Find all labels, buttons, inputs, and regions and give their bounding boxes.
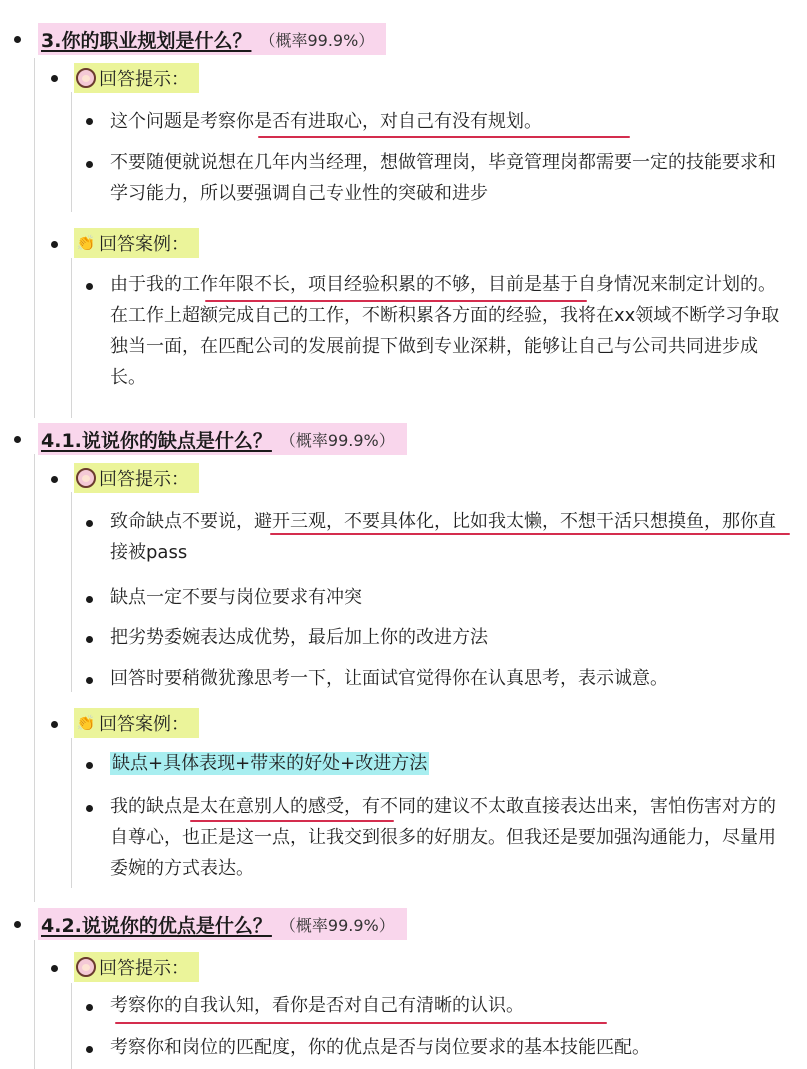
- bullet: [86, 596, 93, 603]
- section-heading: [38, 908, 407, 940]
- outline-guide: [71, 258, 72, 418]
- outline-guide: [71, 492, 72, 692]
- bullet: [86, 762, 93, 769]
- section-heading: [38, 423, 407, 455]
- section-probability: （概率99.9%）: [259, 30, 375, 50]
- tips-label-text: 回答提示：: [99, 469, 189, 490]
- bullet: [86, 118, 93, 125]
- bullet: [86, 520, 93, 527]
- outline-guide: [71, 92, 72, 212]
- section-title: 3.你的职业规划是什么？: [41, 29, 252, 52]
- woman-face-icon: [76, 68, 96, 88]
- tip-item: 致命缺点不要说，避开三观，不要具体化，比如我太懒，不想干活只想摸鱼，那你直接被pass: [110, 511, 776, 563]
- emphasis-underline: [205, 300, 587, 302]
- bullet: [86, 805, 93, 812]
- bullet: [86, 1004, 93, 1011]
- example-label-text: 回答案例：: [99, 234, 189, 255]
- bullet: [51, 75, 58, 82]
- tip-item: 把劣势委婉表达成优势，最后加上你的改进方法: [110, 627, 488, 648]
- tip-item: 考察你的自我认知，看你是否对自己有清晰的认识。: [110, 995, 524, 1016]
- tip-item: 考察你和岗位的匹配度，你的优点是否与岗位要求的基本技能匹配。: [110, 1037, 650, 1058]
- emphasis-underline: [270, 533, 790, 535]
- outline-guide: [71, 738, 72, 888]
- emphasis-underline: [258, 136, 630, 138]
- outline-guide: [34, 940, 35, 1069]
- bullet: [86, 283, 93, 290]
- emphasis-underline: [115, 1022, 607, 1024]
- formula-highlight: 缺点+具体表现+带来的好处+改进方法: [112, 753, 428, 774]
- bullet: [51, 476, 58, 483]
- tips-label-text: 回答提示：: [99, 69, 189, 90]
- bullet: [14, 921, 21, 928]
- tip-item: 回答时要稍微犹豫思考一下，让面试官觉得你在认真思考，表示诚意。: [110, 668, 668, 689]
- example-label: [74, 708, 199, 738]
- section-title: 4.2.说说你的优点是什么？: [41, 914, 272, 937]
- answer-formula: [110, 748, 790, 779]
- tip-item: 这个问题是考察你是否有进取心，对自己有没有规划。: [110, 111, 542, 132]
- section-heading: [38, 23, 386, 55]
- tips-label: [74, 463, 199, 493]
- example-label-text: 回答案例：: [99, 714, 189, 735]
- woman-face-icon: [76, 957, 96, 977]
- clapping-hands-icon: 👏: [76, 234, 96, 252]
- bullet: [51, 721, 58, 728]
- tip-item: 缺点一定不要与岗位要求有冲突: [110, 587, 362, 608]
- bullet: [86, 636, 93, 643]
- tips-label: [74, 63, 199, 93]
- example-label: [74, 228, 199, 258]
- bullet: [51, 965, 58, 972]
- clapping-hands-icon: 👏: [76, 714, 96, 732]
- bullet: [14, 36, 21, 43]
- bullet: [86, 677, 93, 684]
- example-item: 我的缺点是太在意别人的感受，有不同的建议不太敢直接表达出来，害怕伤害对方的自尊心，也正是这一点，让我交到很多的好朋友。但我还是要加强沟通能力，尽量用委婉的方式表达。: [110, 796, 776, 879]
- tips-label-text: 回答提示：: [99, 958, 189, 979]
- bullet: [86, 161, 93, 168]
- bullet: [14, 436, 21, 443]
- section-probability: （概率99.9%）: [279, 915, 395, 935]
- outline-guide: [71, 983, 72, 1069]
- tip-item: 不要随便就说想在几年内当经理，想做管理岗，毕竟管理岗都需要一定的技能要求和学习能力，所以要强调自己专业性的突破和进步: [110, 152, 776, 204]
- woman-face-icon: [76, 468, 96, 488]
- bullet: [51, 241, 58, 248]
- tips-label: [74, 952, 199, 982]
- section-title: 4.1.说说你的缺点是什么？: [41, 429, 272, 452]
- section-probability: （概率99.9%）: [279, 430, 395, 450]
- outline-guide: [34, 454, 35, 902]
- example-item: 由于我的工作年限不长，项目经验积累的不够，目前是基于自身情况来制定计划的。在工作上超额完成自己的工作，不断积累各方面的经验，我将在xx领域不断学习争取独当一面，在匹配公司的发展前提下做到专业深耕，能够让自己与公司共同进步成长。: [110, 274, 780, 388]
- emphasis-underline: [190, 820, 394, 822]
- outline-guide: [34, 58, 35, 418]
- bullet: [86, 1046, 93, 1053]
